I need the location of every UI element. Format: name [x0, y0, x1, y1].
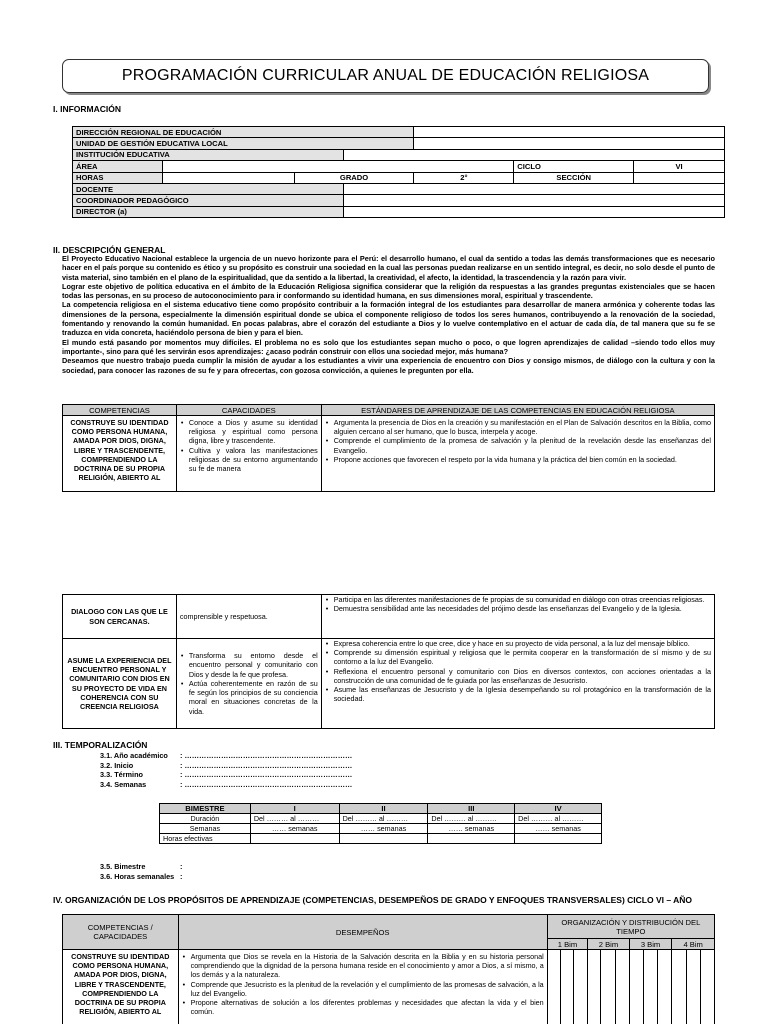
horas-efectivas-label: Horas efectivas: [160, 834, 251, 844]
tiempo-cell[interactable]: [547, 950, 560, 1024]
competencia-2: ASUME LA EXPERIENCIA DEL ENCUENTRO PERSONAL Y COMUNITARIO CON DIOS EN SU PROYECTO DE VIDA EN COHERENCIA CON SU CREENCIA RELIGIOSA: [63, 639, 177, 729]
desempeno-item: • Comprende que Jesucristo es la plenitud de la revelación y el cumplimiento de las promesas de salvación, a la luz del Evangelio.: [182, 980, 544, 998]
bimestre-iii-header: III: [428, 804, 515, 814]
estandares-header: ESTÁNDARES DE APRENDIZAJE DE LAS COMPETENCIAS EN EDUCACIÓN RELIGIOSA: [321, 405, 714, 416]
estandar-item: • Argumenta la presencia de Dios en la creación y su manifestación en el Plan de Salvación descritos en la Biblia, como alguien cercano al ser humano, que lo busca, interpela y acoge.: [325, 418, 711, 436]
bim-2-header: 2 Bim: [588, 939, 630, 950]
competencias-table: [62, 404, 715, 492]
bim-1-header: 1 Bim: [547, 939, 588, 950]
org-competencias-header: COMPETENCIAS / CAPACIDADES: [63, 915, 179, 950]
section-information-heading: I. INFORMACIÓN: [53, 104, 121, 114]
temp-dots[interactable]: : ……………………………………………………………: [180, 760, 353, 770]
tiempo-cell[interactable]: [658, 950, 672, 1024]
bim-3-header: 3 Bim: [629, 939, 672, 950]
tiempo-cell[interactable]: [629, 950, 643, 1024]
description-paragraph: El Proyecto Educativo Nacional establece la urgencia de un nuevo horizonte para el Perú: el desarrollo humano, el cual da sentido a todas las demás transformaciones que es necesario hacer en el país porque su contenido es ético y su propósito es construir una sociedad en la cual las personas puedan realizarse en un sentido integral, es decir, no solo desde el punto de vista material, sino también en el plano de la espiritualidad, que da sentido a la libertad, la creatividad, el afecto, la identidad, la trascendencia y la razón para vivir.: [62, 254, 715, 282]
temp-colon: :: [180, 862, 183, 871]
desempeno-item: • Argumenta que Dios se revela en la Historia de la Salvación descrita en la Biblia y en su historia personal comprendiendo que la dignidad de la persona humana reside en el conocimiento y amor a Dios, a sí mismo, a los demás y a la naturaleza.: [182, 952, 544, 980]
tiempo-cell[interactable]: [700, 950, 714, 1024]
duracion-cell[interactable]: Del ……… al ………: [515, 814, 602, 824]
section-temporalizacion-heading: III. TEMPORALIZACIÓN: [53, 740, 148, 750]
semanas-cell[interactable]: …… semanas: [515, 824, 602, 834]
temp-dots[interactable]: : ……………………………………………………………: [180, 779, 353, 789]
ie-value[interactable]: [343, 149, 724, 160]
horas-cell[interactable]: [250, 834, 339, 844]
temp-dots[interactable]: : ……………………………………………………………: [180, 751, 353, 760]
estandar-item: • Comprende el cumplimiento de la promesa de salvación y la plenitud de la revelación desde las enseñanzas del Evangelio.: [325, 436, 711, 454]
tiempo-cell[interactable]: [560, 950, 573, 1024]
bimestre-iv-header: IV: [515, 804, 602, 814]
seccion-label: SECCIÓN: [514, 172, 634, 183]
temp-label: 3.6. Horas semanales: [100, 871, 175, 881]
tiempo-cell[interactable]: [588, 950, 601, 1024]
competencias-table-continued: [62, 594, 715, 729]
capacidad-item: • Conoce a Dios y asume su identidad religiosa y espiritual como persona digna, libre y trascendente.: [180, 418, 318, 446]
estandar-item: • Demuestra sensibilidad ante las necesidades del prójimo desde las enseñanzas del Evangelio y de la Iglesia.: [325, 604, 711, 613]
tiempo-cell[interactable]: [615, 950, 629, 1024]
estandar-item: • Comprende su dimensión espiritual y religiosa que le permita cooperar en la transformación de sí mismo y de su contorno a la luz del Evangelio.: [325, 648, 711, 666]
tiempo-cell[interactable]: [601, 950, 615, 1024]
docente-label: DOCENTE: [73, 183, 344, 194]
semanas-cell[interactable]: …… semanas: [428, 824, 515, 834]
horas-value[interactable]: [162, 172, 294, 183]
director-label: DIRECTOR (a): [73, 206, 344, 217]
description-text: [62, 254, 715, 375]
ugel-value[interactable]: [414, 138, 725, 149]
director-value[interactable]: [343, 206, 724, 217]
bimestre-i-header: I: [250, 804, 339, 814]
capacidad-continued: comprensible y respetuosa.: [176, 595, 321, 639]
duracion-cell[interactable]: Del ……… al ………: [250, 814, 339, 824]
temp-colon: :: [180, 871, 183, 881]
grado-value: 2°: [414, 172, 514, 183]
estandar-item: • Propone acciones que favorecen el respeto por la vida humana y la práctica del bien común en la sociedad.: [325, 455, 711, 464]
capacidad-item: • Actúa coherentemente en razón de su fe según los principios de su conciencia moral en situaciones concretas de la vida.: [180, 679, 318, 716]
tiempo-cell[interactable]: [686, 950, 700, 1024]
tiempo-cell[interactable]: [574, 950, 588, 1024]
duracion-label: Duración: [160, 814, 251, 824]
ugel-label: UNIDAD DE GESTIÓN EDUCATIVA LOCAL: [73, 138, 414, 149]
page-title-box: [62, 59, 709, 93]
semanas-cell[interactable]: …… semanas: [250, 824, 339, 834]
org-desempenos-header: DESEMPEÑOS: [178, 915, 547, 950]
temporalizacion-extra: [100, 862, 400, 881]
description-paragraph: La competencia religiosa en el sistema educativo tiene como propósito contribuir a la formación integral de los estudiantes para desarrollar de manera armónica y coherente todas las dimensiones de la persona, especialmente la dimensión espiritual donde se ubica el componente religioso de todos los seres humanos, contribuyendo a la renovación de la sociedad, fomentando y renovando la común humanidad. En pocas palabras, abre el corazón del estudiante a Dios y lo vuelve contemplativo en el actuar de cada día, de tal manera que su fe se traduzca en vida concreta, haciéndolo persona de bien y para el bien.: [62, 300, 715, 338]
ciclo-value: VI: [634, 161, 725, 172]
competencias-header: COMPETENCIAS: [63, 405, 177, 416]
information-table: [72, 126, 725, 218]
estandar-item: • Asume las enseñanzas de Jesucristo y de la Iglesia desempeñando su rol protagónico en la transformación de la sociedad.: [325, 685, 711, 703]
area-label: ÁREA: [73, 161, 163, 172]
description-paragraph: Lograr este objetivo de política educativa en el ámbito de la Educación Religiosa significa considerar que la religión da respuestas a las grandes preguntas existenciales que se hacen todas las personas, en su proceso de autoconocimiento para ir conformando su identidad humana, en sus dimensiones moral, espiritual y trascendente.: [62, 281, 715, 301]
organizacion-table: [62, 914, 715, 1024]
horas-label: HORAS: [73, 172, 163, 183]
semanas-label: Semanas: [160, 824, 251, 834]
bimestre-ii-header: II: [339, 804, 428, 814]
temp-label: 3.1. Año académico: [100, 751, 168, 760]
bimestre-table: [159, 803, 602, 844]
estandar-item: • Participa en las diferentes manifestaciones de fe propias de su comunidad en diálogo con otras creencias religiosas.: [325, 595, 711, 604]
coordinador-value[interactable]: [343, 195, 724, 206]
description-paragraph: El mundo está pasando por momentos muy difíciles. El problema no es solo que los estudiantes sepan mucho o poco, o que logren aprendizajes de calidad –siendo todo ellos muy importante-, sino para qué les servirán esos aprendizajes: ¿acaso podrán construir con ellos una sociedad mejor, más humana?: [62, 337, 715, 356]
temp-label: 3.4. Semanas: [100, 779, 147, 789]
dre-value[interactable]: [414, 127, 725, 138]
temp-label: 3.3. Término: [100, 770, 143, 779]
section-description-heading: II. DESCRIPCIÓN GENERAL: [53, 245, 166, 255]
estandar-item: • Expresa coherencia entre lo que cree, dice y hace en su proyecto de vida personal, a la luz del mensaje bíblico.: [325, 639, 711, 648]
semanas-cell[interactable]: …… semanas: [339, 824, 428, 834]
competencia-1: CONSTRUYE SU IDENTIDAD COMO PERSONA HUMANA, AMADA POR DIOS, DIGNA, LIBRE Y TRASCENDENTE, COMPRENDIENDO LA DOCTRINA DE SU PROPIA RELIGIÓN, ABIERTO AL: [63, 416, 177, 492]
temp-label: 3.2. Inicio: [100, 760, 134, 770]
horas-cell[interactable]: [515, 834, 602, 844]
horas-cell[interactable]: [428, 834, 515, 844]
duracion-cell[interactable]: Del ……… al ………: [339, 814, 428, 824]
capacidad-item: • Cultiva y valora las manifestaciones religiosas de su entorno argumentando su fe de manera: [180, 446, 318, 474]
org-competencia-1: CONSTRUYE SU IDENTIDAD COMO PERSONA HUMANA, AMADA POR DIOS, DIGNA, LIBRE Y TRASCENDENTE, COMPRENDIENDO LA DOCTRINA DE SU PROPIA RELIGIÓN, ABIERTO AL: [63, 950, 179, 1024]
horas-cell[interactable]: [339, 834, 428, 844]
grado-label: GRADO: [294, 172, 414, 183]
duracion-cell[interactable]: Del ……… al ………: [428, 814, 515, 824]
capacidad-item: • Transforma su entorno desde el encuentro personal y comunitario con Dios y desde la fe que profesa.: [180, 651, 318, 679]
org-tiempo-header: ORGANIZACIÓN Y DISTRIBUCIÓN DEL TIEMPO: [547, 915, 714, 939]
competencia-1-continued: DIALOGO CON LAS QUE LE SON CERCANAS.: [63, 595, 177, 639]
temporalizacion-list: [100, 751, 400, 789]
seccion-value[interactable]: [634, 172, 725, 183]
docente-value[interactable]: [343, 183, 724, 194]
bim-4-header: 4 Bim: [672, 939, 715, 950]
temp-dots[interactable]: : ……………………………………………………………: [180, 770, 353, 779]
description-paragraph: Deseamos que nuestro trabajo pueda cumplir la misión de ayudar a los estudiantes a vivir una experiencia de encuentro con Dios y consigo mismos, de diálogo con la cultura y con la sociedad, para conocer las razones de su fe y para ofrecertas, con gozosa convicción, a quienes le pregunten por ella.: [62, 356, 715, 375]
ie-label: INSTITUCIÓN EDUCATIVA: [73, 149, 344, 160]
capacidades-header: CAPACIDADES: [176, 405, 321, 416]
estandar-item: • Reflexiona el encuentro personal y comunitario con Dios en diversos contextos, con acciones orientadas a la construcción de una comunidad de fe guiada por las enseñanzas de Jesucristo.: [325, 667, 711, 685]
tiempo-cell[interactable]: [672, 950, 686, 1024]
section-organizacion-heading: IV. ORGANIZACIÓN DE LOS PROPÓSITOS DE APRENDIZAJE (COMPETENCIAS, DESEMPEÑOS DE GRADO Y ENFOQUES TRANSVERSALES) CICLO VI – AÑO: [53, 895, 693, 905]
area-value[interactable]: [162, 161, 513, 172]
coordinador-label: COORDINADOR PEDAGÓGICO: [73, 195, 344, 206]
temp-label: 3.5. Bimestre: [100, 862, 146, 871]
tiempo-cell[interactable]: [643, 950, 657, 1024]
desempeno-item: • Propone alternativas de solución a los diferentes problemas y necesidades que afectan la vida y el bien común.: [182, 998, 544, 1016]
page-title: PROGRAMACIÓN CURRICULAR ANUAL DE EDUCACIÓN RELIGIOSA: [121, 67, 650, 84]
dre-label: DIRECCIÓN REGIONAL DE EDUCACIÓN: [73, 127, 414, 138]
bimestre-header: BIMESTRE: [160, 804, 251, 814]
ciclo-label: CICLO: [514, 161, 634, 172]
